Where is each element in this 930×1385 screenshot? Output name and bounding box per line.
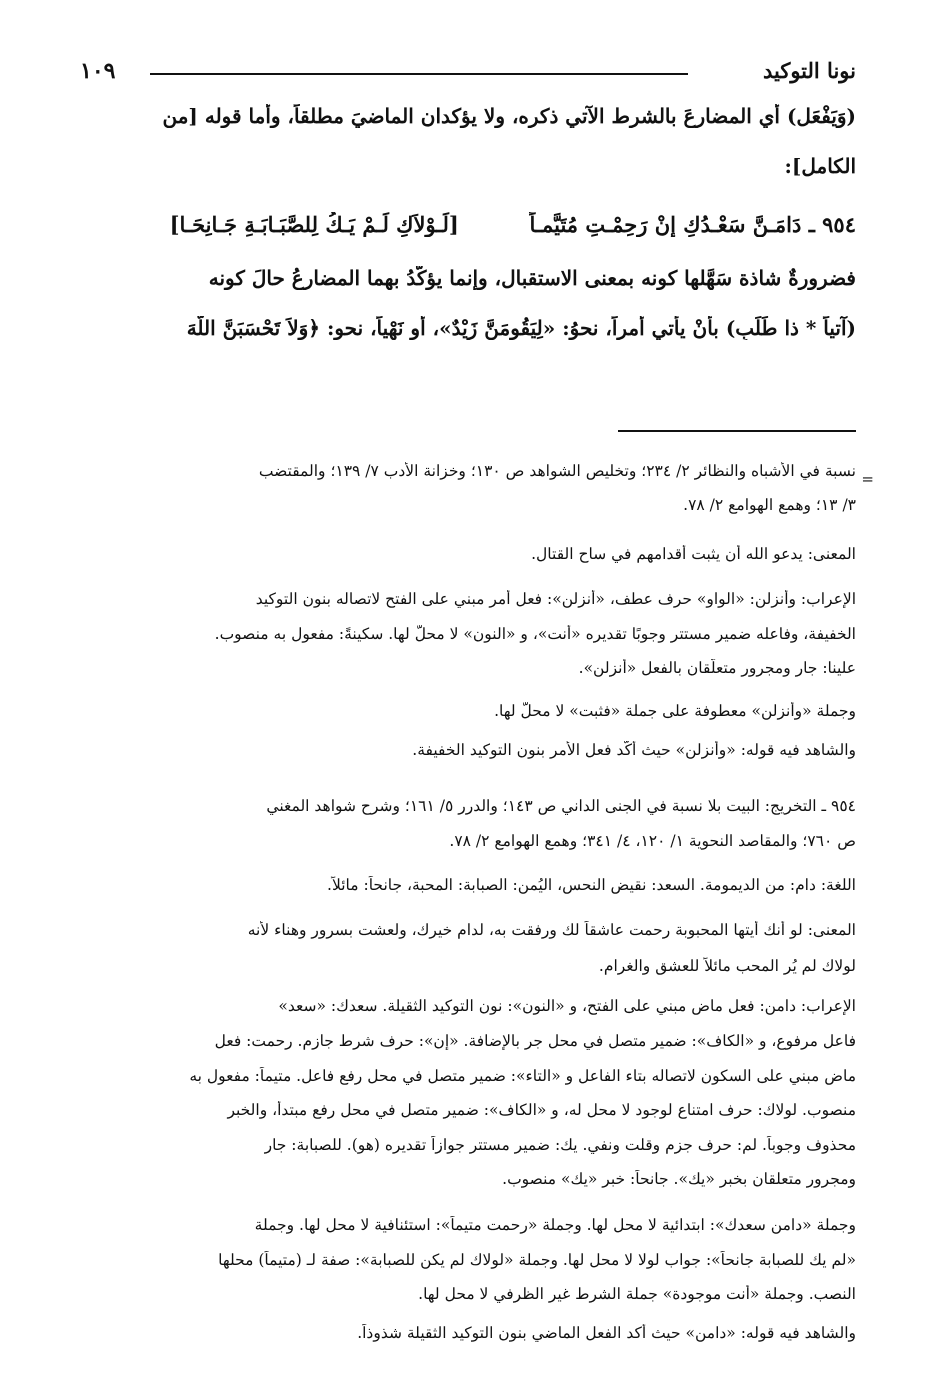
verse-first-hemistich: دَامَـنَّ سَعْـدُكِ إِنْ رَحِمْـتِ مُتَيَّمـاً — [529, 212, 802, 237]
main-text-line: الكامل]: — [784, 154, 856, 178]
footnote-line: علينا: جار ومجرور متعلّقان بالفعل «أنزلن». — [578, 659, 856, 677]
running-header — [80, 58, 856, 88]
footnote-line: لولاك لم يُر المحب مائلاً للعشق والغرام. — [598, 957, 856, 975]
footnote-line: الخفيفة، وفاعله ضمير مستتر وجوبًا تقديره «أنت»، و «النون» لا محلّ لها. سكينةً: مفعول به منصوب. — [214, 625, 856, 643]
footnote-takhrij: ٩٥٤ ـ التخريج: البيت بلا نسبة في الجنى الداني ص ١٤٣؛ والدرر ٥/ ١٦١؛ وشرح شواهد المغني — [266, 797, 856, 815]
verse-second-hemistich: [لَـوْلاَكِ لَـمْ يَـكُ لِلصَّبَـابَـةِ جَـانِحَـا] — [169, 212, 459, 237]
footnote-line: محذوف وجوباً. لم: حرف جزم وقلت ونفي. يك: ضمير مستتر جوازاً تقديره (هو). للصبابة: جار — [264, 1136, 856, 1154]
main-text-line: (آتياً * ذا طَلَبِ) بأنْ يأتي أمراً، نحوُ: «لِيَقُومَنَّ زَيْدٌ»، أو نَهْياً، نحو: ﴿وَلاَ تَحْسَبَنَّ اللَّهَ — [186, 316, 856, 340]
footnote-line: ص ٧٦٠؛ والمقاصد النحوية ١/ ١٢٠، ٤/ ٣٤١؛ وهمع الهوامع ٢/ ٧٨. — [449, 832, 856, 850]
footnote-meaning: المعنى: لو أنك أيتها المحبوبة رحمت عاشقاً لك ورفقت به، لدام خيرك، ولعشت بسرور وهناء لأنه — [247, 921, 856, 939]
footnote-shahid: والشاهد فيه قوله: «دامن» حيث أكد الفعل الماضي بنون التوكيد الثقيلة شذوذاً. — [357, 1324, 856, 1342]
main-text-line: فضرورةٌ شاذة سَهَّلها كونه بمعنى الاستقبال، وإنما يؤكَّدُ بهما المضارعُ حالَ كونه — [208, 266, 856, 290]
page-number: ١٠٩ — [80, 58, 116, 84]
chapter-title: نونا التوكيد — [762, 58, 856, 83]
footnote-line: وجملة «دامن سعدك»: ابتدائية لا محل لها. وجملة «رحمت متيماً»: استئنافية لا محل لها. وجملة — [254, 1216, 856, 1234]
header-rule — [150, 73, 688, 75]
footnote-line: النصب. وجملة «أنت موجودة» جملة الشرط غير الظرفي لا محل لها. — [418, 1285, 856, 1303]
main-text-line: (وَيَفْعَل) أي المضارعَ بالشرط الآتي ذكره، ولا يؤكدان الماضيَ مطلقاً، وأما قوله [من — [162, 104, 856, 128]
verse-number: ٩٥٤ ـ — [808, 212, 856, 237]
footnote-shahid: والشاهد فيه قوله: «وأنزلن» حيث أكّد فعل الأمر بنون التوكيد الخفيفة. — [412, 741, 856, 759]
footnote-line: فاعل مرفوع، و «الكاف»: ضمير متصل في محل جر بالإضافة. «إن»: حرف شرط جازم. رحمت: فعل — [214, 1032, 856, 1050]
footnote-line: «لم يك للصبابة جانحاً»: جواب لولا لا محل لها. وجملة «لولاك لم يكن للصبابة»: صفة لـ (متيماً) محلها — [218, 1251, 856, 1269]
footnote-line: وجملة «وأنزلن» معطوفة على جملة «فثبت» لا محلّ لها. — [494, 702, 856, 720]
footnote-line: ماضٍ مبني على السكون لاتصاله بتاء الفاعل و «التاء»: ضمير متصل في محل رفع فاعل. متيماً: مفعول به — [189, 1067, 856, 1085]
footnote-line: ٣/ ١٣؛ وهمع الهوامع ٢/ ٧٨. — [683, 496, 856, 514]
footnote-line: منصوب. لولاك: حرف امتناع لوجود لا محل له، و «الكاف»: ضمير متصل في محل رفع مبتدأ، والخبر — [227, 1101, 856, 1119]
footnote-line: الإعراب: وأنزلن: «الواو» حرف عطف، «أنزلن»: فعل أمر مبني على الفتح لاتصاله بنون التوكيد — [255, 590, 856, 608]
footnote-meaning: المعنى: يدعو الله أن يثبت أقدامهم في ساح القتال. — [531, 545, 856, 563]
footnote-irab: الإعراب: دامن: فعل ماضٍ مبني على الفتح، و «النون»: نون التوكيد الثقيلة. سعدك: «سعد» — [278, 997, 856, 1015]
footnote-lugha: اللغة: دام: من الديمومة. السعد: نقيض النحس، اليُمن: الصبابة: المحبة، جانحاً: مائلاً. — [327, 876, 856, 894]
footnote-line: نسبة في الأشباه والنظائر ٢/ ٢٣٤؛ وتخليص الشواهد ص ١٣٠؛ وخزانة الأدب ٧/ ١٣٩؛ والمقتضب — [258, 462, 856, 480]
continuation-marker: = — [861, 470, 874, 488]
footnote-line: ومجرور متعلقان بخبر «يك». جانحاً: خبر «يك» منصوب. — [502, 1170, 856, 1188]
footnote-separator — [618, 430, 856, 432]
verse-line — [80, 212, 856, 237]
